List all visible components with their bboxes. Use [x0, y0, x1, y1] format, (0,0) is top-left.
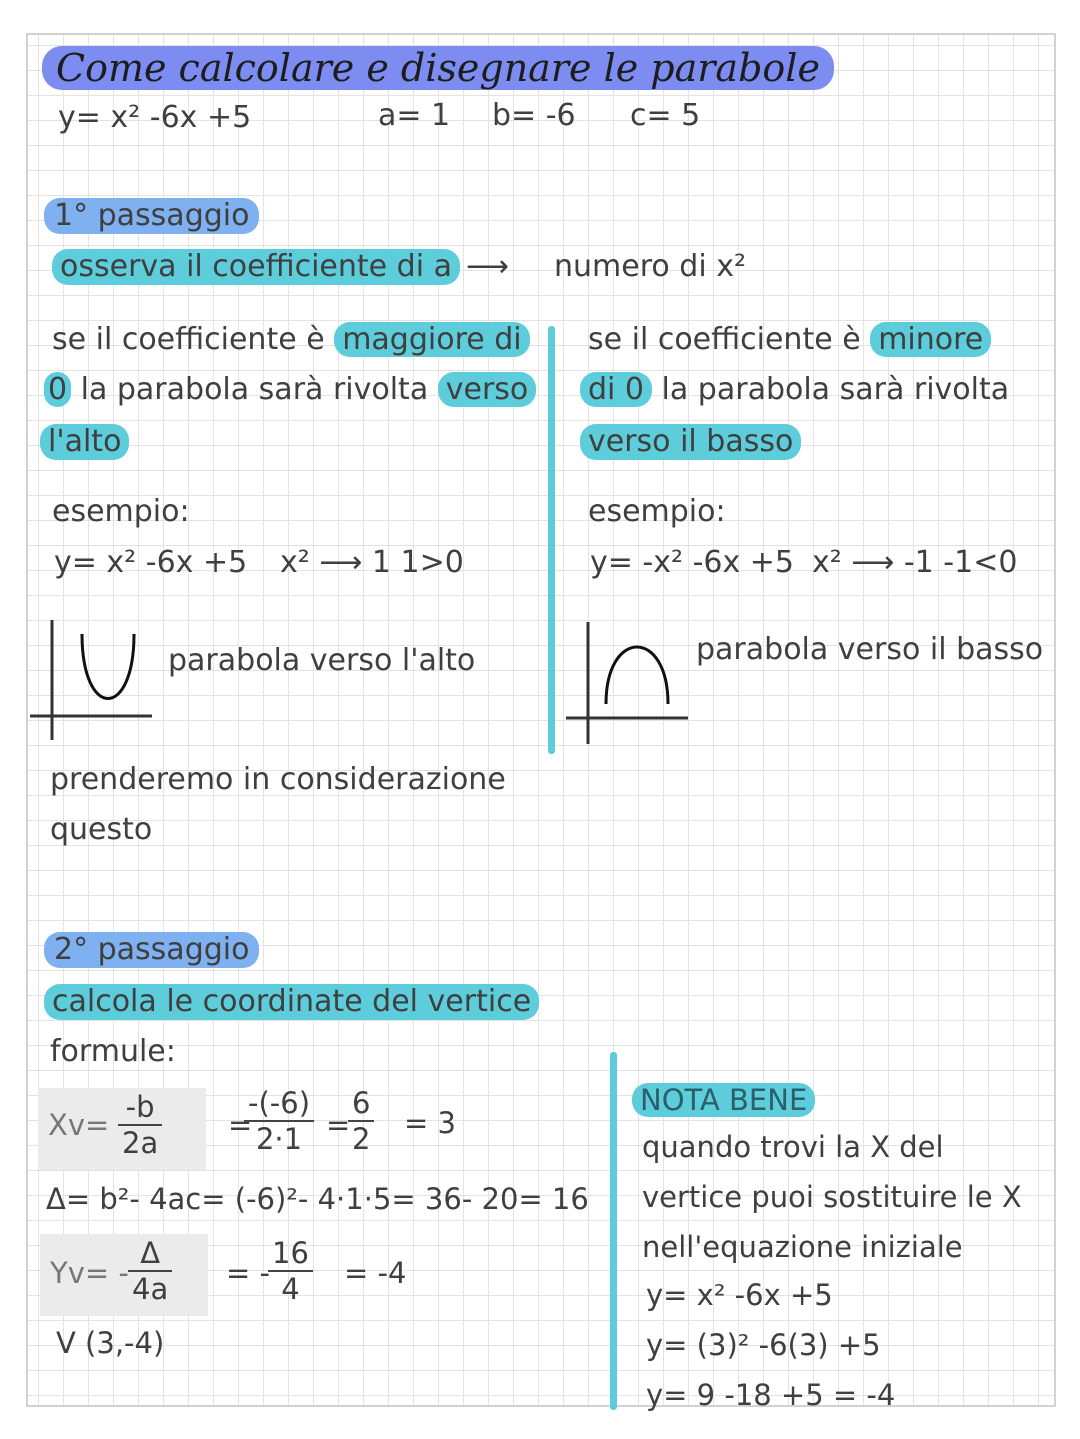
- nota-label: NOTA BENE: [632, 1083, 815, 1117]
- xv-fraction: [118, 1090, 162, 1160]
- arrow: ⟶: [466, 249, 510, 284]
- xv-numerator: -b: [118, 1090, 162, 1126]
- left-example-label: esempio:: [52, 494, 190, 529]
- downward-parabola-plot: [566, 618, 692, 748]
- equation: y= x² -6x +5: [58, 100, 252, 135]
- step1-instruction: osserva il coefficiente di a: [52, 249, 460, 285]
- xv-simplified-fraction: [348, 1086, 374, 1156]
- yv-numerator: Δ: [128, 1236, 172, 1272]
- left-rule-text: se il coefficiente è: [52, 322, 335, 357]
- right-rule-highlight: di 0: [580, 372, 652, 407]
- right-plot-label: parabola verso il basso: [696, 632, 1044, 667]
- xv-simplified-numerator: 6: [348, 1086, 374, 1122]
- nota-line2: vertice puoi sostituire le X: [642, 1180, 1022, 1214]
- left-rule-zero: 0: [44, 372, 71, 407]
- parabola-down-curve: [606, 647, 668, 704]
- xv-equals-2: =: [326, 1108, 351, 1142]
- left-rule-highlight: verso: [438, 372, 537, 407]
- yv-calc-denominator: 4: [281, 1272, 300, 1306]
- yv-calc-fraction: [268, 1236, 313, 1306]
- delta-formula: Δ= b²- 4ac= (-6)²- 4·1·5= 36- 20= 16: [46, 1182, 589, 1216]
- note-line1: prenderemo in considerazione: [50, 762, 506, 797]
- right-rule-highlight: minore: [870, 322, 991, 357]
- column-divider: [548, 326, 555, 754]
- upward-parabola-plot: [30, 612, 160, 742]
- yv-name: Yv= -: [50, 1256, 129, 1290]
- step1-target: numero di x²: [554, 249, 746, 284]
- right-example-label: esempio:: [588, 494, 726, 529]
- left-rule-text: la parabola sarà rivolta: [71, 372, 438, 407]
- yv-calc-numerator: 16: [268, 1236, 313, 1272]
- nota-line4: y= x² -6x +5: [646, 1278, 833, 1312]
- nota-line1: quando trovi la X del: [642, 1130, 944, 1164]
- nota-divider: [610, 1052, 617, 1410]
- coefficient-c: c= 5: [630, 98, 701, 133]
- right-rule-line2: [580, 372, 1009, 408]
- nota-line5: y= (3)² -6(3) +5: [646, 1328, 881, 1362]
- left-rule-line2: [44, 372, 536, 408]
- left-example-equation: y= x² -6x +5: [54, 545, 248, 580]
- xv-calc-fraction: [244, 1086, 314, 1156]
- xv-name: Xv=: [48, 1108, 110, 1142]
- right-rule-line1: [588, 322, 991, 358]
- vertex-result: V (3,-4): [56, 1326, 165, 1360]
- left-rule-line1: [52, 322, 530, 358]
- xv-calc-denominator: 2·1: [255, 1122, 303, 1156]
- yv-denominator: 4a: [132, 1272, 169, 1306]
- yv-equals: = -: [226, 1256, 270, 1290]
- xv-simplified-denominator: 2: [352, 1122, 371, 1156]
- nota-line6: y= 9 -18 +5 = -4: [646, 1378, 896, 1412]
- step1-label: 1° passaggio: [44, 198, 259, 234]
- left-rule-highlight: maggiore di: [334, 322, 529, 357]
- right-example-coefficient: x² ⟶ -1 -1<0: [812, 545, 1018, 580]
- yv-fraction: [128, 1236, 172, 1306]
- formulas-label: formule:: [50, 1034, 176, 1069]
- right-example-equation: y= -x² -6x +5: [590, 545, 794, 580]
- left-rule-line3: l'alto: [40, 424, 129, 460]
- yv-result: = -4: [344, 1256, 407, 1290]
- step2-label: 2° passaggio: [44, 932, 259, 968]
- note-line2: questo: [50, 812, 153, 847]
- right-rule-line3: verso il basso: [580, 424, 801, 460]
- step2-instruction: calcola le coordinate del vertice: [44, 984, 539, 1020]
- xv-result: = 3: [404, 1106, 456, 1140]
- coefficient-b: b= -6: [492, 98, 576, 133]
- right-rule-text: la parabola sarà rivolta: [652, 372, 1010, 407]
- parabola-up-curve: [82, 634, 134, 699]
- right-rule-text: se il coefficiente è: [588, 322, 871, 357]
- nota-line3: nell'equazione iniziale: [642, 1230, 963, 1264]
- page-title: Come calcolare e disegnare le parabole: [42, 46, 834, 90]
- coefficient-a: a= 1: [378, 98, 451, 133]
- xv-calc-numerator: -(-6): [244, 1086, 314, 1122]
- left-plot-label: parabola verso l'alto: [168, 643, 476, 678]
- left-example-coefficient: x² ⟶ 1 1>0: [280, 545, 464, 580]
- xv-equals: =: [228, 1108, 253, 1142]
- xv-denominator: 2a: [122, 1126, 159, 1160]
